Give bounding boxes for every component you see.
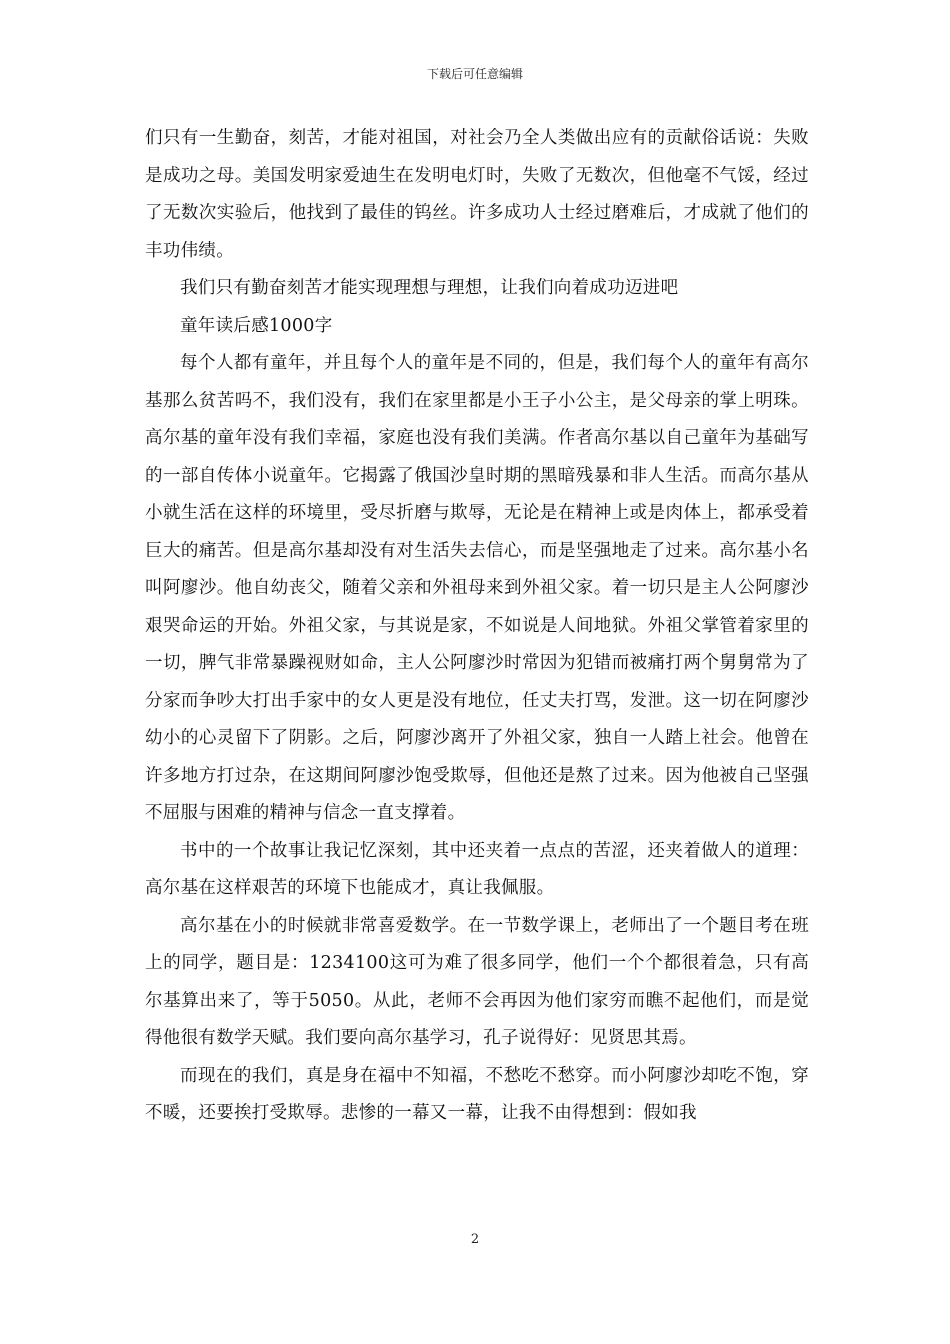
- page-header: 下载后可任意编辑: [426, 67, 523, 81]
- paragraph-1: 们只有一生勤奋，刻苦，才能对祖国，对社会乃全人类做出应有的贡献俗话说：失败是成功之母。美国发明家爱迪生在发明电灯时，失败了无数次，但他毫不气馁，经过了无数次实验后，他找到了最佳的钨丝。许多成功人士经过磨难后，才成就了他们的丰功伟绩。: [145, 128, 809, 261]
- paragraph-2: 我们只有勤奋刻苦才能实现理想与理想，让我们向着成功迈进吧: [180, 278, 679, 298]
- paragraph-4: 每个人都有童年，并且每个人的童年是不同的，但是，我们每个人的童年有高尔基那么贫苦吗不，我们没有，我们在家里都是小王子小公主，是父母亲的掌上明珠。高尔基的童年没有我们幸福，家庭也没有我们美满。作者高尔基以自己童年为基础写的一部自传体小说童年。它揭露了俄国沙皇时期的黑暗残暴和非人生活。而高尔基从小就生活在这样的环境里，受尽折磨与欺辱，无论是在精神上或是肉体上，都承受着巨大的痛苦。但是高尔基却没有对生活失去信心，而是坚强地走了过来。高尔基小名叫阿廖沙。他自幼丧父，随着父亲和外祖母来到外祖父家。着一切只是主人公阿廖沙艰哭命运的开始。外祖父家，与其说是家，不如说是人间地狱。外祖父掌管着家里的一切，脾气非常暴躁视财如命，主人公阿廖沙时常因为犯错而被痛打两个舅舅常为了分家而争吵大打出手家中的女人更是没有地位，任丈夫打骂，发泄。这一切在阿廖沙幼小的心灵留下了阴影。之后，阿廖沙离开了外祖父家，独自一人踏上社会。他曾在许多地方打过杂，在这期间阿廖沙饱受欺辱，但他还是熬了过来。因为他被自己坚强不屈服与困难的精神与信念一直支撑着。: [145, 353, 809, 823]
- paragraph-5: 书中的一个故事让我记忆深刻，其中还夹着一点点的苦涩，还夹着做人的道理：高尔基在这样艰苦的环境下也能成才，真让我佩服。: [145, 840, 809, 898]
- page-number: 2: [470, 1232, 480, 1247]
- document-body: [145, 120, 809, 1133]
- paragraph-6: 高尔基在小的时候就非常喜爱数学。在一节数学课上，老师出了一个题目考在班上的同学，题目是：1234100这可为难了很多同学，他们一个个都很着急，只有高尔基算出来了，等于5050。从此，老师不会再因为他们家穷而瞧不起他们，而是觉得他很有数学天赋。我们要向高尔基学习，孔子说得好：见贤思其焉。: [145, 915, 809, 1048]
- paragraph-7: 而现在的我们，真是身在福中不知福，不愁吃不愁穿。而小阿廖沙却吃不饱，穿不暖，还要挨打受欺辱。悲惨的一幕又一幕，让我不由得想到：假如我: [145, 1065, 809, 1123]
- section-title: 童年读后感1000字: [180, 315, 333, 336]
